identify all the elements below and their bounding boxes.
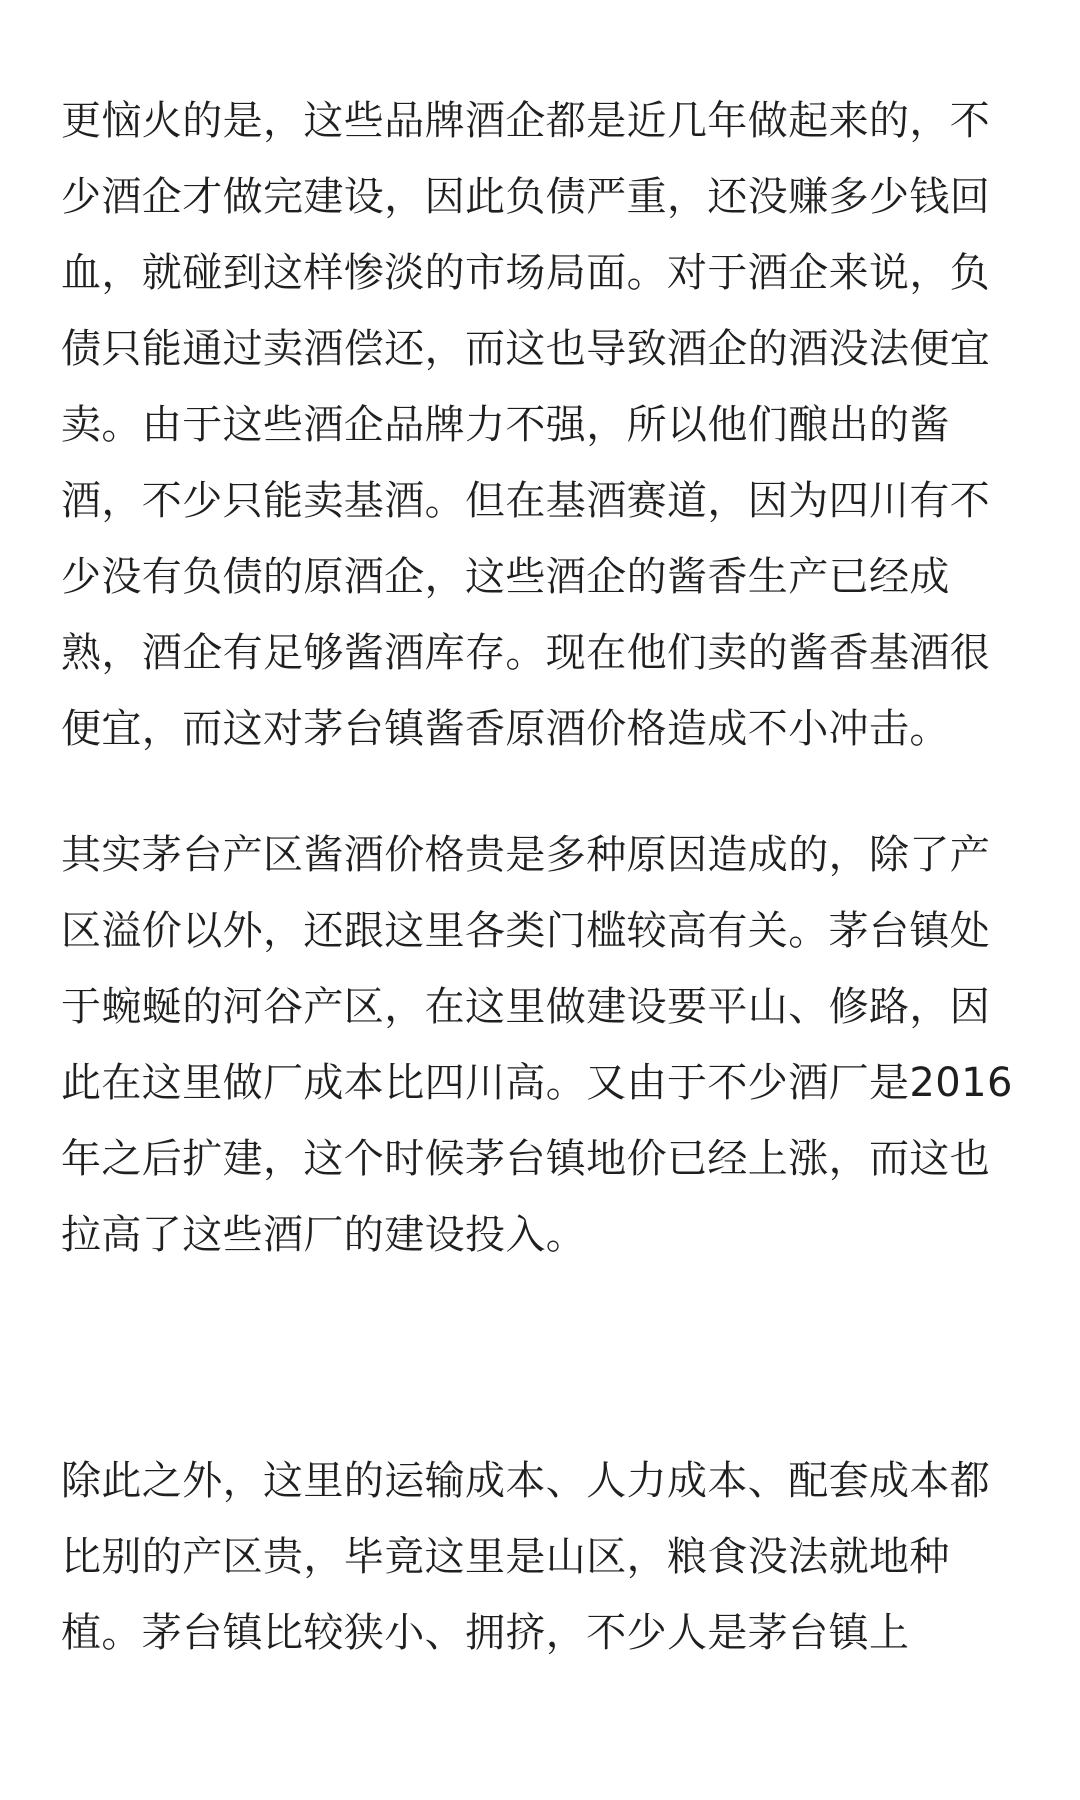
paragraph-3: 除此之外，这里的运输成本、人力成本、配套成本都比别的产区贵，毕竟这里是山区，粮食没法就地种植。茅台镇比较狭小、拥挤，不少人是茅台镇上	[61, 1458, 991, 1656]
paragraph-1: 更恼火的是，这些品牌酒企都是近几年做起来的，不少酒企才做完建设，因此负债严重，还没赚多少钱回血，就碰到这样惨淡的市场局面。对于酒企来说，负债只能通过卖酒偿还，而这也导致酒企的酒没法便宜卖。由于这些酒企品牌力不强，所以他们酿出的酱酒，不少只能卖基酒。但在基酒赛道，因为四川有不少没有负债的原酒企，这些酒企的酱香生产已经成熟，酒企有足够酱酒库存。现在他们卖的酱香基酒很便宜，而这对茅台镇酱香原酒价格造成不小冲击。	[61, 98, 991, 752]
paragraph-2: 其实茅台产区酱酒价格贵是多种原因造成的，除了产区溢价以外，还跟这里各类门槛较高有关。茅台镇处于蜿蜒的河谷产区，在这里做建设要平山、修路，因此在这里做厂成本比四川高。又由于不少酒厂是2016年之后扩建，这个时候茅台镇地价已经上涨，而这也拉高了这些酒厂的建设投入。	[61, 832, 1013, 1258]
article-body	[61, 83, 1021, 1671]
